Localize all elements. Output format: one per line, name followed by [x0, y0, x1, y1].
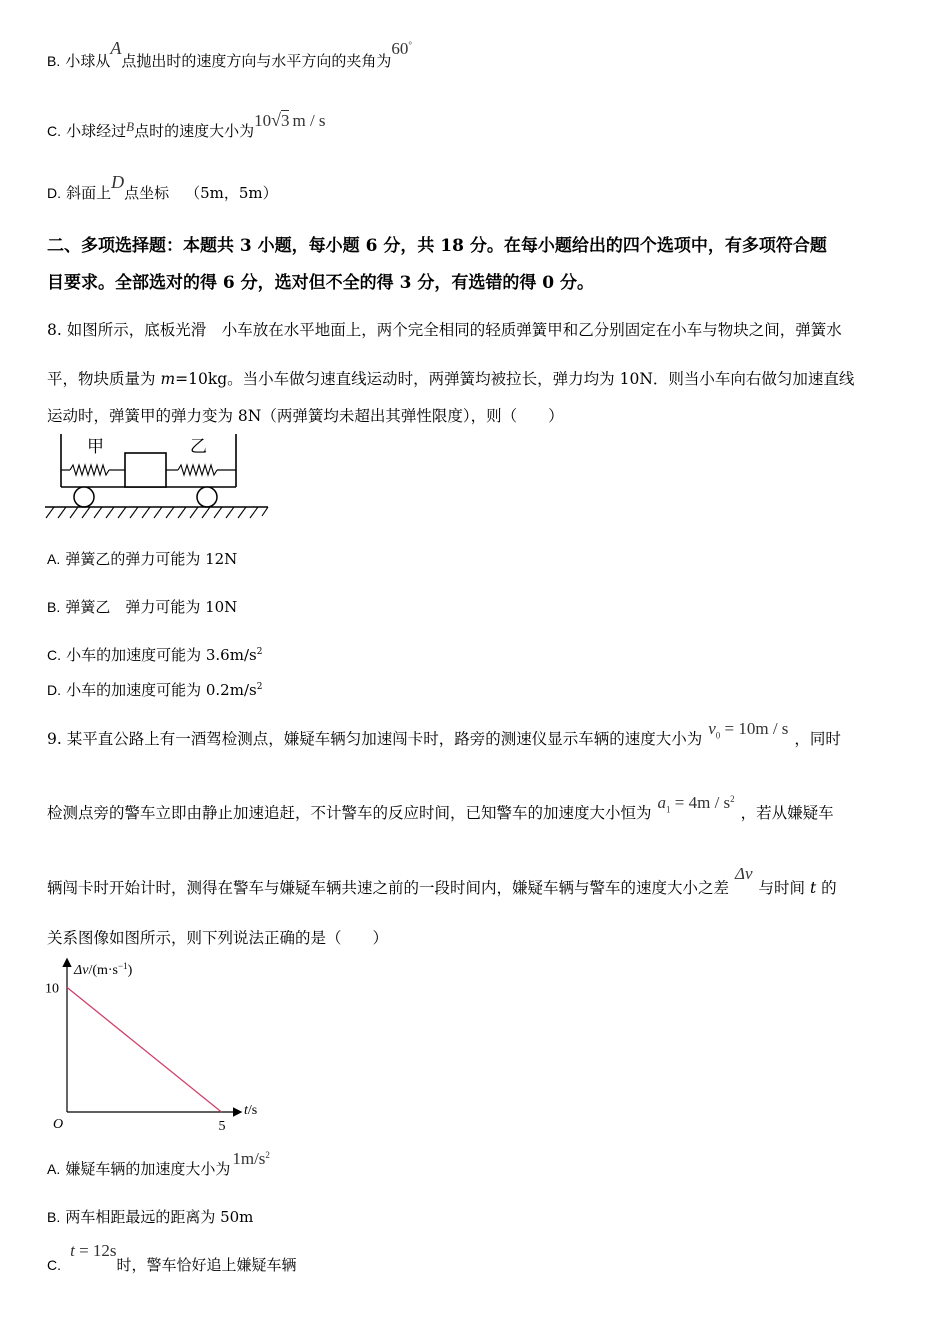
q8-line2-text: =10kg。当小车做匀速直线运动时，两弹簧均被拉长，弹力均为 10N．则当小车向右做匀加速直线 — [175, 370, 855, 388]
option-text: 点时的速度大小为 — [134, 122, 255, 140]
q9-dv-math: Δv — [735, 864, 753, 883]
prev-option-d — [47, 172, 278, 203]
math-speed — [254, 111, 325, 130]
q9-line3-text: 辆闯卡时开始计时，测得在警车与嫌疑车辆共速之前的一段时间内，嫌疑车辆与警车的速度大小之差 — [47, 879, 730, 897]
math-var: D — [111, 172, 125, 192]
math-var: t — [70, 1241, 75, 1260]
q9-option-a-math — [232, 1149, 270, 1168]
q9-line3-end: 的 — [816, 879, 837, 897]
y-label-sup: −1 — [118, 961, 128, 971]
label-jia-text: 甲 — [87, 437, 104, 457]
option-text: 弹簧乙 弹力可能为 10N — [65, 598, 238, 616]
option-letter: C. — [47, 647, 61, 663]
option-text: 小车的加速度可能为 3.6m/s — [66, 646, 257, 664]
math-sub: 1 — [666, 804, 671, 815]
q9-line1 — [47, 719, 841, 750]
math-rest: = 10m / s — [720, 719, 789, 738]
math-coef: 10 — [254, 111, 272, 130]
option-letter: B. — [47, 599, 61, 615]
q9-line1-text: 9. 某平直公路上有一酒驾检测点，嫌疑车辆匀加速闯卡时，路旁的测速仪显示车辆的速度大小为 — [47, 730, 703, 748]
math-var: a — [657, 793, 667, 812]
option-text: 两车相距最远的距离为 50m — [65, 1208, 254, 1226]
y-label-var: Δv — [74, 963, 89, 978]
q9-line3 — [47, 864, 837, 898]
option-letter: B. — [47, 53, 61, 69]
label-yi-text: 乙 — [190, 437, 207, 457]
q9-option-c-math — [70, 1241, 116, 1260]
option-letter: C. — [47, 123, 61, 139]
q8-line2-text: 平，物块质量为 — [47, 370, 161, 388]
y-tick-label: 10 — [45, 981, 59, 997]
math-sup: 2 — [730, 794, 735, 804]
q9-option-c — [47, 1241, 297, 1275]
math-unit: m / s — [292, 111, 326, 130]
option-letter: A. — [47, 551, 61, 567]
math-angle — [391, 39, 412, 58]
math-rest: = 12s — [74, 1241, 117, 1260]
x-label-unit: /s — [247, 1103, 258, 1118]
q9-line1-end: ，同时 — [794, 730, 841, 748]
y-label-close: ) — [127, 963, 133, 978]
option-sup: 2 — [256, 682, 263, 692]
section-heading-line2: 目要求。全部选对的得 6 分，选对但不全的得 3 分，有选错的得 0 分。 — [47, 273, 594, 293]
q9-a1-math — [657, 793, 735, 815]
cart-spring-figure — [40, 432, 280, 524]
q9-t-var: t — [809, 879, 817, 897]
q9-option-a — [47, 1149, 270, 1179]
q8-line1: 8. 如图所示，底板光滑 小车放在水平地面上，两个完全相同的轻质弹簧甲和乙分别固定在小车与物块之间，弹簧水 — [47, 321, 842, 339]
math-value: 60 — [391, 39, 409, 58]
q8-line3: 运动时，弹簧甲的弹力变为 8N（两弹簧均未超出其弹性限度），则（ ） — [47, 407, 564, 425]
math-radicand: 3 — [280, 111, 290, 130]
option-text: 点抛出时的速度方向与水平方向的夹角为 — [121, 52, 392, 70]
wheel-left — [74, 487, 94, 507]
q8-option-c — [47, 644, 262, 665]
option-text: 时，警车恰好追上嫌疑车辆 — [116, 1256, 297, 1274]
label-yi — [190, 437, 207, 457]
q8-mass-var: m — [160, 370, 176, 388]
section-heading-line1: 二、多项选择题：本题共 3 小题，每小题 6 分，共 18 分。在每小题给出的四个选项中，有多项符合题 — [47, 236, 827, 256]
math-var: v — [708, 719, 716, 738]
math-var: A — [110, 38, 122, 58]
option-letter: C. — [47, 1257, 61, 1273]
math-sub: 0 — [715, 730, 721, 741]
math-rest: = 4m / s — [670, 793, 731, 812]
prev-option-b — [47, 38, 412, 71]
option-text: 斜面上 — [66, 184, 112, 202]
option-letter: A. — [47, 1161, 61, 1177]
wheel-right — [197, 487, 217, 507]
dv-t-chart — [40, 952, 280, 1136]
math-var: B — [126, 119, 135, 134]
option-text: 小球从 — [65, 52, 111, 70]
q9-line3-end: 与时间 — [758, 879, 810, 897]
ground-hatching — [46, 507, 268, 518]
option-text: 小车的加速度可能为 0.2m/s — [66, 681, 257, 699]
option-letter: D. — [47, 185, 61, 201]
q9-line2-text: 检测点旁的警车立即由静止加速追赶，不计警车的反应时间，已知警车的加速度大小恒为 — [47, 804, 652, 822]
q9-v0-math — [708, 719, 789, 741]
x-tick-label: 5 — [218, 1119, 226, 1134]
math-degree: ° — [408, 40, 412, 50]
x-axis-label — [244, 1103, 257, 1118]
option-letter: B. — [47, 1209, 61, 1225]
math-sup: 2 — [265, 1150, 270, 1160]
origin-label: O — [53, 1117, 64, 1132]
block — [125, 453, 166, 487]
option-text: 弹簧乙的弹力可能为 12N — [65, 550, 238, 568]
y-axis-label — [73, 961, 133, 978]
q8-option-b — [47, 596, 237, 617]
spring-left — [70, 465, 109, 475]
x-label-var: t — [244, 1103, 248, 1118]
math-value: 1m/s — [232, 1149, 266, 1168]
q9-option-b — [47, 1206, 253, 1227]
option-text: 小球经过 — [66, 122, 127, 140]
label-jia — [87, 437, 104, 457]
q9-line2 — [47, 793, 834, 824]
option-sup: 2 — [256, 647, 263, 657]
option-text: 点坐标 — [124, 184, 170, 202]
spring-right — [178, 465, 217, 475]
q8-line2 — [47, 367, 854, 389]
q8-option-a — [47, 548, 237, 569]
q8-option-d — [47, 679, 262, 700]
sqrt-sign: √ — [271, 110, 281, 130]
q9-line2-end: ，若从嫌疑车 — [740, 804, 834, 822]
option-text: （5m，5m） — [185, 184, 278, 202]
option-text: 嫌疑车辆的加速度大小为 — [65, 1160, 231, 1178]
series-line — [67, 987, 221, 1112]
prev-option-c — [47, 110, 326, 141]
q9-line4: 关系图像如图所示，则下列说法正确的是（ ） — [47, 929, 389, 947]
y-label-unit: /(m·s — [88, 963, 118, 978]
option-letter: D. — [47, 682, 61, 698]
